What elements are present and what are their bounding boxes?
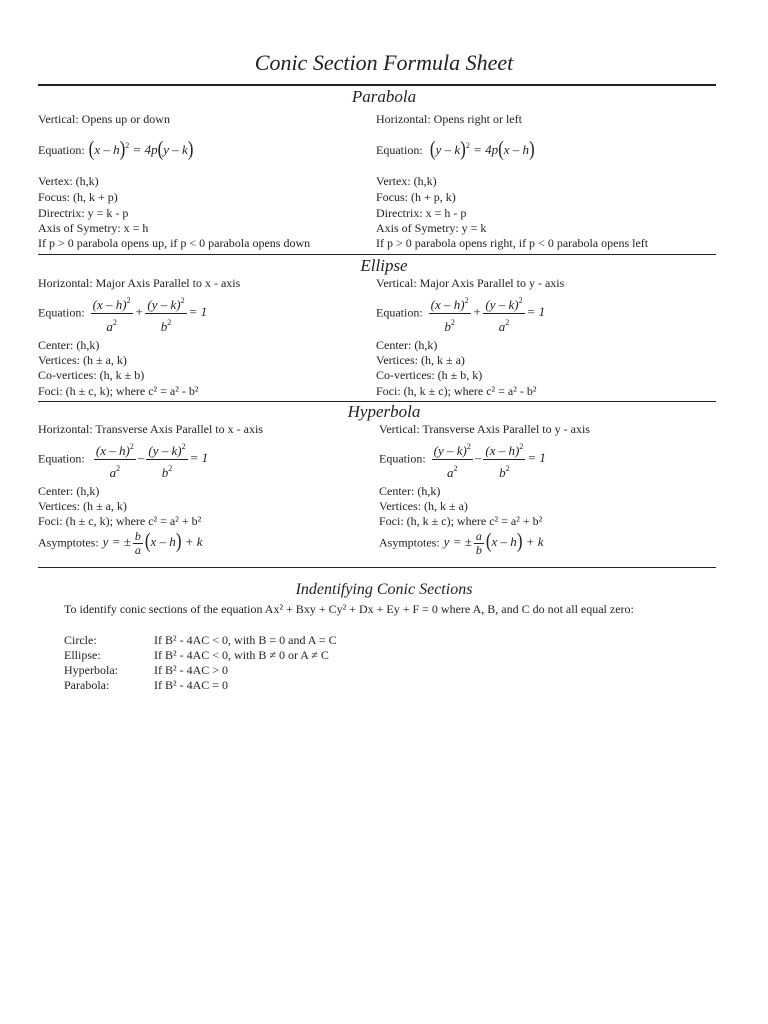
ellipse-left-equation — [38, 292, 207, 335]
parabola-horizontal-formula: (y – k)$^2$ = 4p(x – h) — [429, 136, 535, 161]
conic-name: Hyperbola: — [64, 663, 118, 677]
ellipse-left-type: Horizontal: Major Axis Parallel to x - axis — [38, 276, 241, 290]
hyperbola-right-center: Center: (h,k) — [379, 484, 441, 498]
identify-intro: To identify conic sections of the equation Ax² + Bxy + Cy² + Dx + Ey + F = 0 where A, B, and C do not all equal zero: — [64, 602, 634, 616]
ellipse-right-vertices: Vertices: (h, k ± a) — [376, 353, 465, 367]
hyperbola-left-asymptotes — [38, 530, 203, 557]
hyperbola-left-vertices: Vertices: (h ± a, k) — [38, 499, 127, 513]
identify-row — [64, 648, 337, 663]
ellipse-left-center: Center: (h,k) — [38, 338, 100, 352]
identify-table — [64, 633, 337, 693]
equation-label: Equation: — [38, 451, 85, 466]
hyperbola-horizontal-asymptote-formula: y = ± $\frac{b}{a}$ (x – h) + k — [102, 528, 203, 557]
conic-name: Parabola: — [64, 678, 110, 692]
hyperbola-right-foci: Foci: (h, k ± c); where c² = a² + b² — [379, 514, 543, 528]
hyperbola-right-type: Vertical: Transverse Axis Parallel to y - axis — [379, 422, 590, 436]
conic-rule: If B² - 4AC < 0, with B ≠ 0 or A ≠ C — [154, 648, 329, 662]
parabola-left-directrix: Directrix: y = k - p — [38, 206, 129, 220]
section-divider — [38, 567, 716, 568]
identify-row — [64, 663, 337, 678]
parabola-right-focus: Focus: (h + p, k) — [376, 190, 456, 204]
parabola-vertical-formula: (x – h)$^2$ = 4p(y – k) — [88, 136, 194, 161]
equation-label: Equation: — [38, 143, 85, 157]
parabola-left-axis: Axis of Symetry: x = h — [38, 221, 149, 235]
section-divider — [38, 254, 716, 255]
ellipse-right-equation — [376, 292, 545, 335]
parabola-right-directrix: Directrix: x = h - p — [376, 206, 467, 220]
parabola-left-focus: Focus: (h, k + p) — [38, 190, 118, 204]
hyperbola-vertical-formula: $\frac{(y - k)^2}{a^2}$ – $\frac{(x - h)^2}{b^2}$ = 1 — [430, 450, 546, 465]
equation-label: Equation: — [38, 305, 85, 320]
parabola-left-note: If p > 0 parabola opens up, if p < 0 parabola opens down — [38, 236, 311, 250]
hyperbola-right-equation — [379, 438, 546, 481]
parabola-right-type: Horizontal: Opens right or left — [376, 112, 522, 126]
ellipse-horizontal-formula: $\frac{(x - h)^2}{a^2}$ + $\frac{(y - k)^2}{b^2}$ = 1 — [89, 304, 207, 319]
asymptotes-label: Asymptotes: — [38, 535, 99, 550]
parabola-right-axis: Axis of Symetry: y = k — [376, 221, 487, 235]
conic-rule: If B² - 4AC < 0, with B = 0 and A = C — [154, 633, 337, 647]
ellipse-vertical-formula: $\frac{(x - h)^2}{b^2}$ + $\frac{(y - k)^2}{a^2}$ = 1 — [427, 304, 545, 319]
ellipse-left-covertices: Co-vertices: (h, k ± b) — [38, 368, 145, 382]
hyperbola-left-equation — [38, 438, 208, 481]
hyperbola-left-foci: Foci: (h ± c, k); where c² = a² + b² — [38, 514, 202, 528]
identify-heading: Indentifying Conic Sections — [295, 581, 473, 598]
ellipse-right-type: Vertical: Major Axis Parallel to y - axis — [376, 276, 565, 290]
hyperbola-vertical-asymptote-formula: y = ± $\frac{a}{b}$ (x – h) + k — [443, 528, 544, 557]
conic-rule: If B² - 4AC = 0 — [154, 678, 229, 692]
equation-label: Equation: — [379, 451, 426, 466]
parabola-right-vertex: Vertex: (h,k) — [376, 174, 437, 188]
page-title: Conic Section Formula Sheet — [254, 50, 514, 75]
hyperbola-left-center: Center: (h,k) — [38, 484, 100, 498]
ellipse-heading: Ellipse — [360, 256, 408, 275]
hyperbola-right-asymptotes — [379, 530, 544, 557]
parabola-left-vertex: Vertex: (h,k) — [38, 174, 99, 188]
conic-name: Ellipse: — [64, 648, 101, 662]
identify-row — [64, 678, 337, 693]
ellipse-left-foci: Foci: (h ± c, k); where c² = a² - b² — [38, 384, 199, 398]
hyperbola-right-vertices: Vertices: (h, k ± a) — [379, 499, 468, 513]
hyperbola-left-type: Horizontal: Transverse Axis Parallel to x - axis — [38, 422, 263, 436]
asymptotes-label: Asymptotes: — [379, 535, 440, 550]
hyperbola-heading: Hyperbola — [347, 402, 421, 421]
title-rule — [38, 84, 716, 86]
parabola-right-note: If p > 0 parabola opens right, if p < 0 parabola opens left — [376, 236, 649, 250]
conic-name: Circle: — [64, 633, 97, 647]
ellipse-right-foci: Foci: (h, k ± c); where c² = a² - b² — [376, 384, 537, 398]
ellipse-right-center: Center: (h,k) — [376, 338, 438, 352]
parabola-heading: Parabola — [351, 87, 417, 106]
parabola-left-equation — [38, 136, 194, 161]
hyperbola-horizontal-formula: $\frac{(x - h)^2}{a^2}$ – $\frac{(y - k)^2}{b^2}$ = 1 — [89, 450, 208, 465]
ellipse-left-vertices: Vertices: (h ± a, k) — [38, 353, 127, 367]
ellipse-right-covertices: Co-vertices: (h ± b, k) — [376, 368, 483, 382]
identify-row — [64, 633, 337, 648]
conic-rule: If B² - 4AC > 0 — [154, 663, 229, 677]
equation-label: Equation: — [376, 143, 423, 157]
parabola-left-type: Vertical: Opens up or down — [38, 112, 170, 126]
equation-label: Equation: — [376, 305, 423, 320]
parabola-right-equation — [376, 136, 535, 161]
